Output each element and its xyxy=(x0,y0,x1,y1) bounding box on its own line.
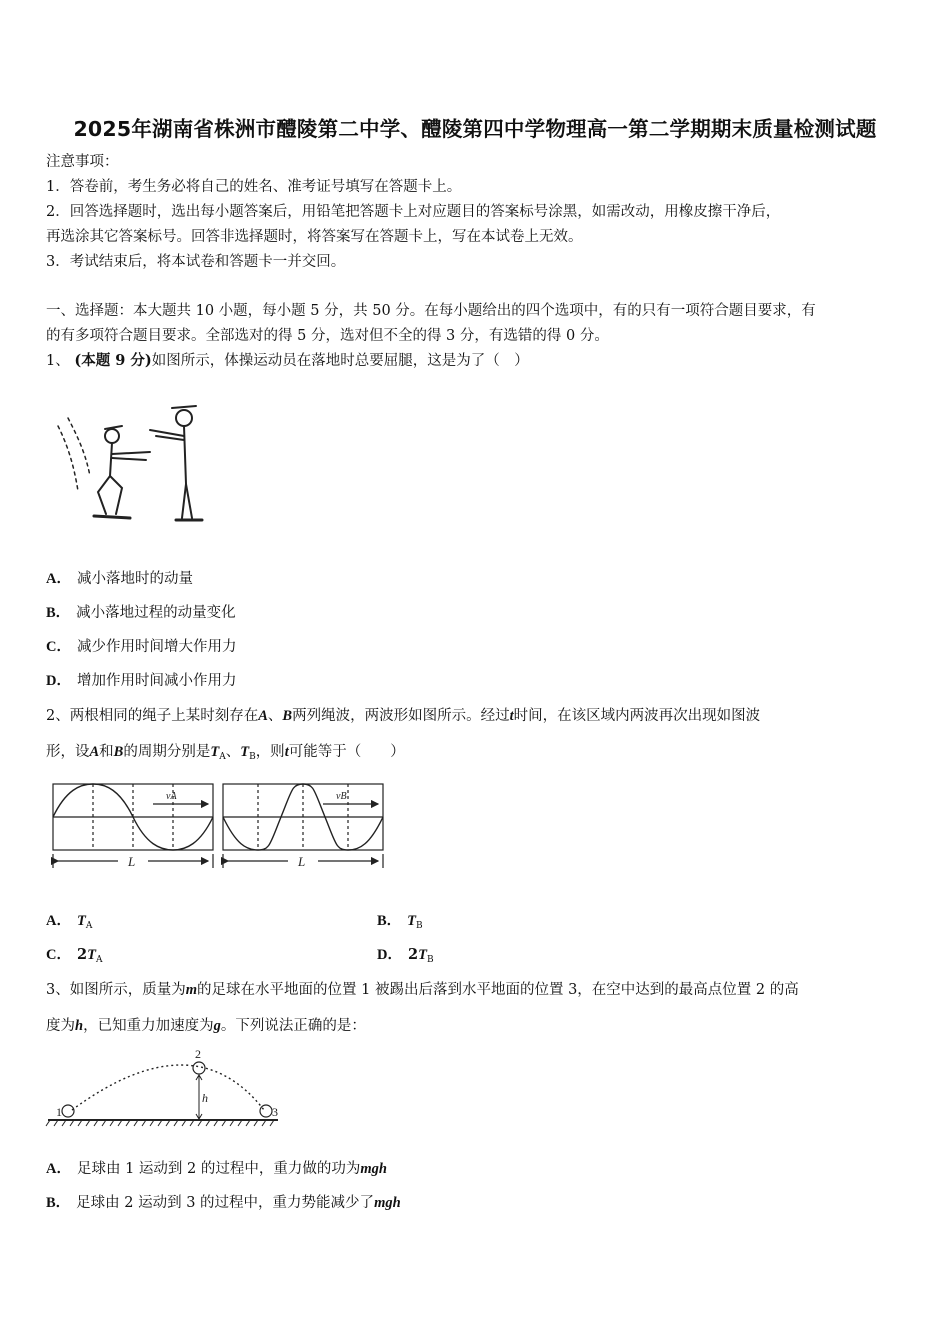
football-trajectory-figure xyxy=(44,1046,284,1130)
q3-var-g: g xyxy=(213,1018,221,1034)
exam-title: 2025年湖南省株洲市醴陵第二中学、醴陵第四中学物理高一第二学期期末质量检测试题 xyxy=(73,117,877,141)
q2-option-d-label: D． xyxy=(377,947,402,963)
q2-stem-line-1 xyxy=(46,706,760,726)
q2-var-t-2: t xyxy=(284,744,289,760)
q2-var-t: t xyxy=(509,708,514,724)
notice-item-1: 1．答卷前，考生务必将自己的姓名、准考证号填写在答题卡上。 xyxy=(46,179,462,195)
q3-number: 3、 xyxy=(46,982,70,998)
q3-option-a-label: A． xyxy=(46,1161,71,1177)
q2-var-a: A xyxy=(258,708,268,724)
section-instruction-2: 的有多项符合题目要求。全部选对的得 5 分，选对但不全的得 3 分，有选错的得 0 分。 xyxy=(46,328,609,344)
q1-text: 如图所示，体操运动员在落地时总要屈腿，这是为了（ ） xyxy=(151,353,529,369)
q1-option-b[interactable] xyxy=(46,603,236,623)
position-3-label: 3 xyxy=(272,1105,278,1119)
q2-text-2: 两列绳波，两波形如图所示。经过 xyxy=(292,708,510,724)
q2-var-b: B xyxy=(282,708,293,724)
q2-var-tb: T xyxy=(240,744,250,760)
q3-option-a-var: mgh xyxy=(360,1161,387,1177)
height-h-label: h xyxy=(202,1091,208,1105)
q2-text-1: 两根相同的绳子上某时刻存在 xyxy=(69,708,259,724)
position-1-label: 1 xyxy=(56,1105,62,1119)
q3-text-2: 的足球在水平地面的位置 1 被踢出后落到水平地面的位置 3，在空中达到的最高点位置 2 的高 xyxy=(197,982,799,998)
q3-option-b-var: mgh xyxy=(374,1195,401,1211)
q2-stem-line-2 xyxy=(46,742,405,767)
q3-option-a-text: 足球由 1 运动到 2 的过程中，重力做的功为 xyxy=(76,1161,361,1177)
q1-stem xyxy=(46,351,529,371)
q3-option-b-text: 足球由 2 运动到 3 的过程中，重力势能减少了 xyxy=(76,1195,375,1211)
q1-option-a-text: 减小落地时的动量 xyxy=(76,571,193,587)
q3-stem-line-1 xyxy=(46,980,799,1000)
wave-b-velocity-label: vB xyxy=(336,791,347,802)
q2-option-b-label: B． xyxy=(377,913,402,929)
q1-option-b-label: B． xyxy=(46,605,71,621)
q3-text-1: 如图所示，质量为 xyxy=(69,982,186,998)
q3-text-3: 度为 xyxy=(46,1018,75,1034)
q2-option-b[interactable] xyxy=(377,911,423,936)
q1-option-b-text: 减小落地过程的动量变化 xyxy=(76,605,236,621)
q1-number: 1、 xyxy=(46,353,70,369)
q2-text-3: 时间，在该区域内两波再次出现如图波 xyxy=(513,708,761,724)
q2-comma: 、 xyxy=(225,744,241,760)
q1-option-d-text: 增加作用时间减小作用力 xyxy=(76,673,237,689)
q2-sep: 、 xyxy=(267,708,283,724)
q3-var-m: m xyxy=(185,982,198,998)
q2-option-d-var: T xyxy=(418,947,427,963)
q3-option-a[interactable] xyxy=(46,1159,387,1179)
q3-text-4: ，已知重力加速度为 xyxy=(83,1018,214,1034)
q1-option-c-text: 减少作用时间增大作用力 xyxy=(76,639,237,655)
q2-option-d[interactable] xyxy=(377,945,434,970)
q1-option-c[interactable] xyxy=(46,637,236,657)
q2-var-ta: T xyxy=(210,744,220,760)
notice-item-3: 3．考试结束后，将本试卷和答题卡一并交回。 xyxy=(46,254,346,270)
q1-option-a-label: A． xyxy=(46,571,71,587)
notice-item-2a: 2．回答选择题时，选出每小题答案后，用铅笔把答题卡上对应题目的答案标号涂黑，如需改动，用橡皮擦干净后， xyxy=(46,204,781,220)
q2-option-a-var: T xyxy=(76,913,86,929)
q2-text-6: 的周期分别是 xyxy=(123,744,211,760)
q1-option-c-label: C． xyxy=(46,639,71,655)
q2-option-c-sub: A xyxy=(95,955,103,965)
wave-a-length-label: L xyxy=(128,854,136,869)
wave-a-velocity-label: vA xyxy=(166,791,177,802)
q2-option-d-coef: 2 xyxy=(407,946,419,963)
q3-stem-line-2 xyxy=(46,1016,366,1036)
q2-option-c[interactable] xyxy=(46,945,102,970)
q3-var-h: h xyxy=(75,1018,84,1034)
section-instruction-1: 一、选择题：本大题共 10 小题，每小题 5 分，共 50 分。在每小题给出的四个选项中，有的只有一项符合题目要求，有 xyxy=(46,303,816,319)
rope-waves-figure xyxy=(48,780,388,872)
position-2-label: 2 xyxy=(195,1047,201,1061)
notice-item-2b: 再选涂其它答案标号。回答非选择题时，将答案写在答题卡上，写在本试卷上无效。 xyxy=(46,229,583,245)
q3-option-b[interactable] xyxy=(46,1193,401,1213)
q2-var-b-2: B xyxy=(113,744,124,760)
q2-option-b-var: T xyxy=(407,913,417,929)
q2-text-8: 可能等于（ ） xyxy=(288,744,405,760)
q2-var-tb-sub: B xyxy=(249,752,256,762)
q2-option-b-sub: B xyxy=(416,921,423,931)
q1-tag: (本题 9 分) xyxy=(74,352,152,369)
q2-option-d-sub: B xyxy=(426,955,434,965)
q2-option-a-label: A． xyxy=(46,913,71,929)
q3-text-5: 。下列说法正确的是： xyxy=(220,1018,366,1034)
q2-option-c-var: T xyxy=(87,947,96,963)
q1-option-d[interactable] xyxy=(46,671,236,691)
wave-b-length-label: L xyxy=(298,854,306,869)
q2-option-a[interactable] xyxy=(46,911,92,936)
q2-option-a-sub: A xyxy=(85,921,93,931)
q1-option-d-label: D． xyxy=(46,673,71,689)
q1-option-a[interactable] xyxy=(46,569,193,589)
q2-var-a-2: A xyxy=(89,744,100,760)
gymnast-figure xyxy=(50,396,215,528)
q2-option-c-label: C． xyxy=(46,947,71,963)
notice-heading: 注意事项： xyxy=(46,154,119,170)
q2-number: 2、 xyxy=(46,708,70,724)
q2-text-5: 和 xyxy=(99,744,114,760)
q2-text-4: 形，设 xyxy=(46,744,90,760)
q3-option-b-label: B． xyxy=(46,1195,71,1211)
q2-var-ta-sub: A xyxy=(219,752,226,762)
q2-text-7: ，则 xyxy=(255,744,285,760)
q2-option-c-coef: 2 xyxy=(76,946,88,963)
